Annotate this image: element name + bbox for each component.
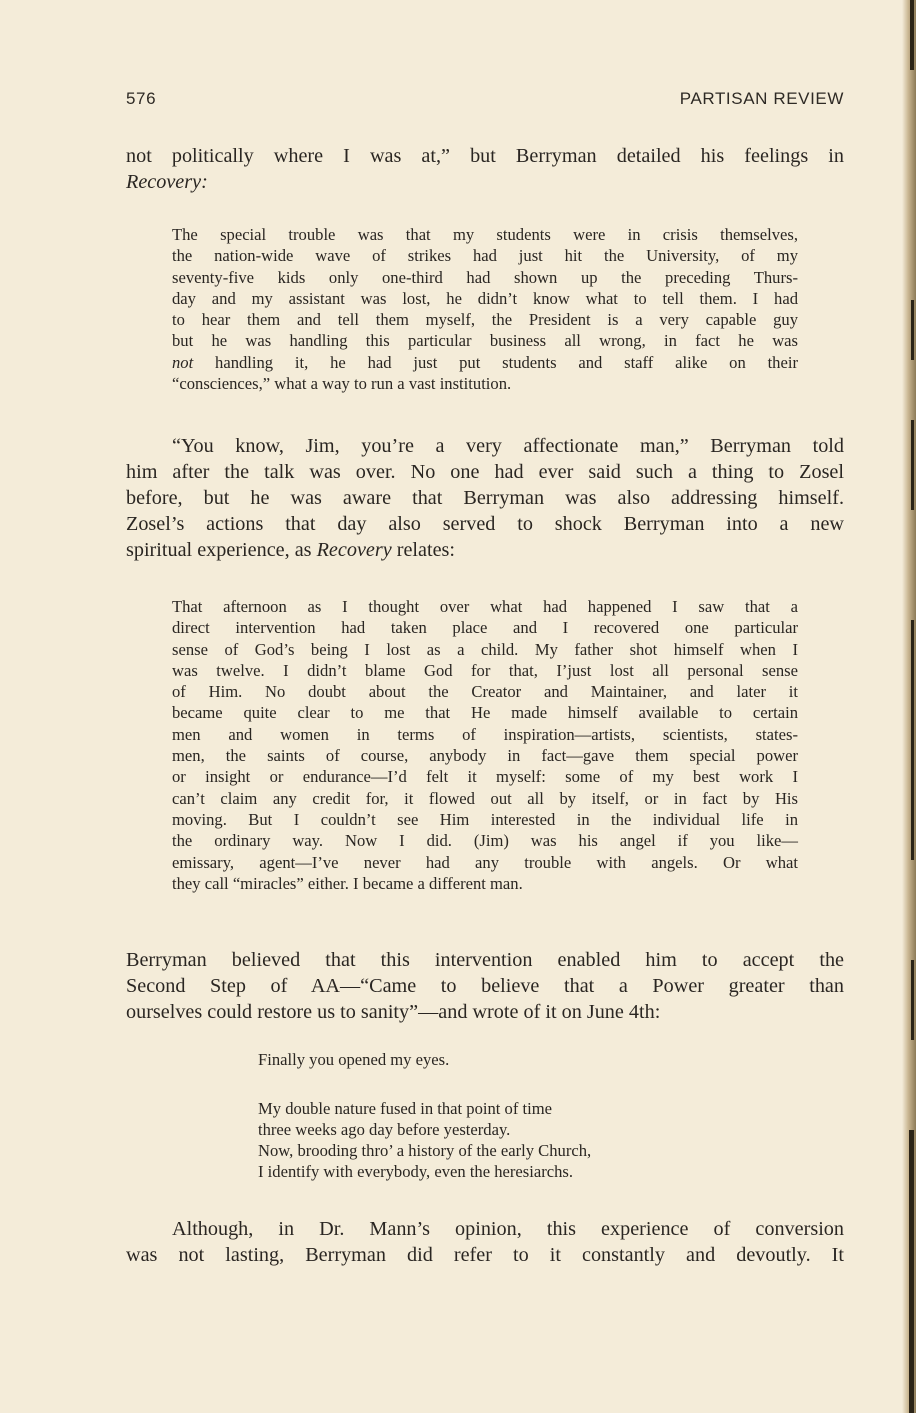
paragraph bbox=[126, 947, 844, 1025]
paragraph bbox=[126, 1216, 844, 1268]
verse-line: My double nature fused in that point of time bbox=[258, 1099, 553, 1118]
quote-line: moving. But I couldn’t see Him interested in the individual life in bbox=[172, 809, 798, 829]
quote-line: became quite clear to me that He made himself available to certain bbox=[172, 703, 798, 723]
quote-line: to hear them and tell them myself, the President is a very capable guy bbox=[172, 310, 798, 330]
paragraph bbox=[126, 143, 844, 195]
page-edge-mark bbox=[911, 420, 914, 510]
verse-line: Finally you opened my eyes. bbox=[258, 1050, 450, 1069]
quote-line: of Him. No doubt about the Creator and Maintainer, and later it bbox=[172, 682, 798, 702]
quote-line-text: handling it, he had just put students and staff alike on their bbox=[215, 352, 798, 372]
text-line: him after the talk was over. No one had ever said such a thing to Zosel bbox=[126, 461, 844, 483]
quote-line: The special trouble was that my students were in crisis themselves, bbox=[172, 225, 798, 244]
quote-line bbox=[172, 352, 798, 373]
quote-line: direct intervention had taken place and I recovered one particular bbox=[172, 618, 798, 638]
verse-quote bbox=[258, 1098, 591, 1182]
page-edge-mark bbox=[910, 0, 914, 70]
text-line: Although, in Dr. Mann’s opinion, this experience of conversion bbox=[172, 1218, 844, 1240]
quote-line: men and women in terms of inspiration—artists, scientists, states- bbox=[172, 724, 798, 744]
italic-word: not bbox=[172, 352, 194, 372]
quote-line: the ordinary way. Now I did. (Jim) was his angel if you like— bbox=[172, 831, 798, 851]
quote-line: but he was handling this particular business all wrong, in fact he was bbox=[172, 331, 798, 351]
quote-line: they call “miracles” either. I became a different man. bbox=[172, 873, 523, 893]
text-line: before, but he was aware that Berryman was also addressing himself. bbox=[126, 487, 844, 509]
text-line bbox=[126, 169, 844, 195]
block-quote bbox=[172, 596, 798, 894]
text-fragment: relates: bbox=[391, 539, 456, 561]
text-line: “You know, Jim, you’re a very affectionate man,” Berryman told bbox=[172, 435, 844, 457]
journal-title: PARTISAN REVIEW bbox=[679, 89, 844, 108]
quote-line: the nation-wide wave of strikes had just hit the University, of my bbox=[172, 246, 798, 266]
verse-line: Now, brooding thro’ a history of the early Church, bbox=[258, 1141, 592, 1160]
quote-line: seventy-five kids only one-third had shown up the preceding Thurs- bbox=[172, 267, 798, 287]
verse-quote bbox=[258, 1049, 449, 1070]
italic-title: Recovery bbox=[316, 539, 392, 561]
text-line bbox=[126, 537, 844, 563]
paragraph bbox=[126, 433, 844, 563]
page-edge-mark bbox=[911, 960, 914, 1040]
text-line: Zosel’s actions that day also served to shock Berryman into a new bbox=[126, 513, 844, 535]
quote-line: can’t claim any credit for, it flowed out all by itself, or in fact by His bbox=[172, 788, 798, 808]
verse-line: three weeks ago day before yesterday. bbox=[258, 1120, 511, 1139]
text-line: Berryman believed that this intervention enabled him to accept the bbox=[126, 949, 844, 971]
page-edge-mark bbox=[909, 1130, 914, 1413]
quote-line: was twelve. I didn’t blame God for that, I’just lost all personal sense bbox=[172, 660, 798, 680]
quote-line: men, the saints of course, anybody in fact—gave them special power bbox=[172, 746, 798, 766]
italic-title: Recovery: bbox=[126, 171, 208, 193]
quote-line: or insight or endurance—I’d felt it myself: some of my best work I bbox=[172, 767, 798, 787]
quote-line: “consciences,” what a way to run a vast institution. bbox=[172, 374, 512, 394]
page-edge-mark bbox=[911, 300, 914, 360]
text-line: was not lasting, Berryman did refer to it constantly and devoutly. It bbox=[126, 1244, 844, 1266]
page-edge-mark bbox=[911, 620, 914, 860]
quote-line: emissary, agent—I’ve never had any trouble with angels. Or what bbox=[172, 852, 798, 872]
text-line: ourselves could restore us to sanity”—and wrote of it on June 4th: bbox=[126, 1001, 661, 1023]
verse-line: I identify with everybody, even the heresiarchs. bbox=[258, 1162, 574, 1181]
quote-line: sense of God’s being I lost as a child. My father shot himself when I bbox=[172, 639, 798, 659]
quote-line: That afternoon as I thought over what had happened I saw that a bbox=[172, 597, 798, 616]
text-line: not politically where I was at,” but Berryman detailed his feelings in bbox=[126, 145, 844, 167]
quote-line: day and my assistant was lost, he didn’t know what to tell them. I had bbox=[172, 288, 798, 308]
page-number: 576 bbox=[126, 89, 157, 108]
block-quote bbox=[172, 224, 798, 394]
text-line: Second Step of AA—“Came to believe that a Power greater than bbox=[126, 975, 844, 997]
text-fragment: spiritual experience, as bbox=[126, 539, 317, 561]
